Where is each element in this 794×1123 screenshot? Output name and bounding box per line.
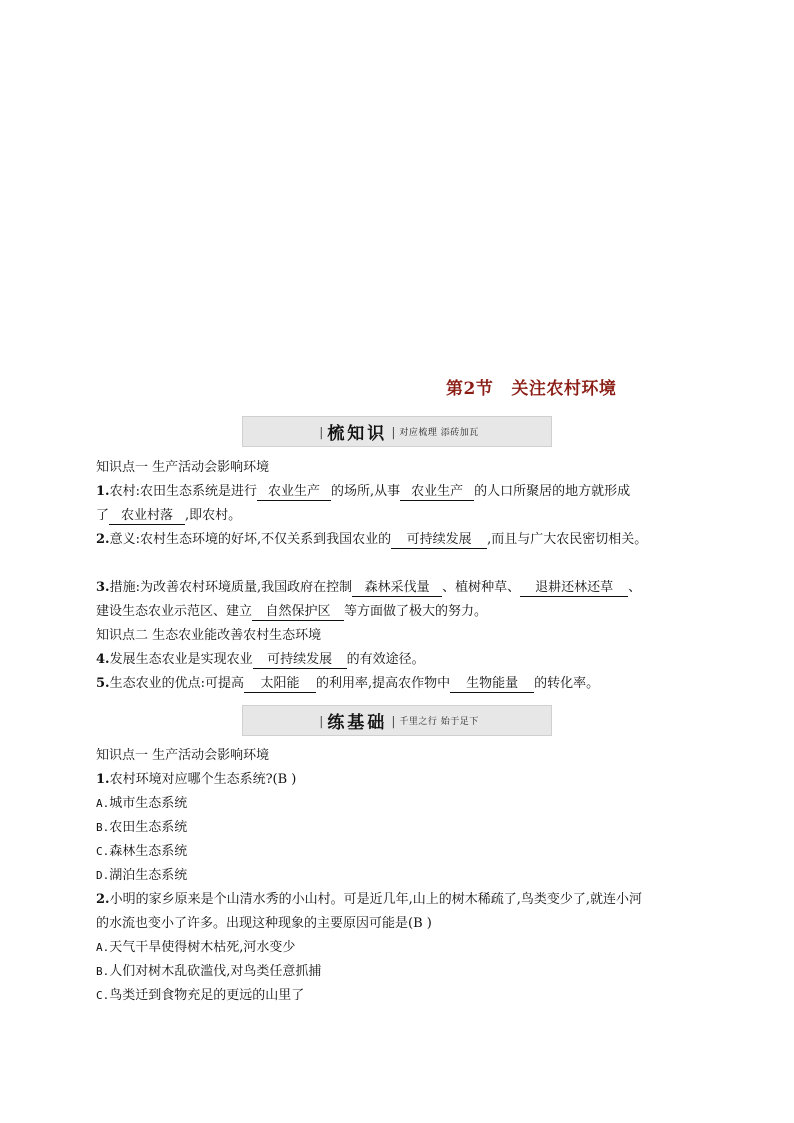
item-text: 措施:为改善农村环境质量,我国政府在控制: [109, 580, 353, 595]
option-letter: C.: [96, 845, 110, 858]
option-text: 森林生态系统: [109, 844, 188, 859]
answer-blank: 退耕还林还草: [520, 579, 628, 597]
option-letter: B.: [96, 965, 110, 978]
practice-point1-heading: 知识点一 生产活动会影响环境: [96, 748, 270, 763]
item-number: 4.: [96, 652, 110, 667]
knowledge-item-1: [96, 482, 706, 502]
option-text: 城市生态系统: [109, 796, 188, 811]
option-text: 农田生态系统: [109, 820, 188, 835]
practice-banner-title: 练基础: [327, 713, 388, 733]
item-text: 建设生态农业示范区、建立: [96, 604, 253, 619]
knowledge-banner-subtitle: 对应梳理 添砖加瓦: [399, 428, 479, 438]
banner-divider: |: [319, 424, 324, 439]
knowledge-item-2: [96, 530, 706, 550]
question-2-option: [96, 938, 706, 958]
item-number: 1.: [96, 484, 110, 499]
practice-banner-subtitle: 千里之行 始于足下: [399, 717, 479, 727]
answer-blank: 太阳能: [244, 675, 316, 693]
knowledge-item-3-cont: [96, 602, 706, 622]
option-text: 天气干旱使得树木枯死,河水变少: [109, 940, 296, 955]
question-2-stem-cont: 的水流也变小了许多。出现这种现象的主要原因可能是(B ): [96, 916, 432, 931]
item-text: 的利用率,提高农作物中: [315, 676, 451, 691]
practice-banner: [242, 705, 552, 736]
question-number: 2.: [96, 892, 110, 907]
knowledge-point2-heading: 知识点二 生态农业能改善农村生态环境: [96, 628, 322, 643]
answer-blank: 农业生产: [400, 483, 474, 501]
option-text: 湖泊生态系统: [109, 868, 188, 883]
answer-blank: 可持续发展: [253, 651, 347, 669]
knowledge-item-4: [96, 650, 706, 670]
item-text: 发展生态农业是实现农业: [109, 652, 253, 667]
question-2-option: [96, 986, 706, 1006]
banner-divider: |: [319, 713, 324, 728]
option-text: 人们对树木乱砍滥伐,对鸟类任意抓捕: [109, 964, 322, 979]
knowledge-banner-title: 梳知识: [327, 424, 388, 444]
answer-blank: 自然保护区: [252, 603, 344, 621]
option-letter: D.: [96, 869, 110, 882]
option-letter: A.: [96, 797, 110, 810]
question-text: 农村环境对应哪个生态系统?(B ): [109, 772, 297, 787]
item-text: 生态农业的优点:可提高: [109, 676, 244, 691]
knowledge-item-3: [96, 578, 706, 598]
item-text: 的场所,从事: [330, 484, 401, 499]
answer-blank: 农业村落: [109, 507, 185, 525]
item-text: ,即农村。: [185, 508, 242, 523]
question-2-option: [96, 962, 706, 982]
question-1-option: [96, 794, 706, 814]
option-letter: A.: [96, 941, 110, 954]
section-name: 关注农村环境: [511, 379, 617, 399]
banner-divider: |: [391, 424, 396, 439]
option-letter: B.: [96, 821, 110, 834]
question-1-stem: [96, 770, 706, 790]
item-number: 2.: [96, 532, 110, 547]
item-text: 农村:农田生态系统是进行: [109, 484, 257, 499]
option-text: 鸟类迁到食物充足的更远的山里了: [109, 988, 305, 1003]
banner-divider: |: [391, 713, 396, 728]
answer-blank: 农业生产: [257, 483, 331, 501]
item-number: 3.: [96, 580, 110, 595]
question-2-stem: [96, 890, 706, 910]
option-letter: C.: [96, 989, 110, 1002]
item-text: ,而且与广大农民密切相关。: [487, 532, 648, 547]
item-text: 、植树种草、: [442, 580, 521, 595]
item-number: 5.: [96, 676, 110, 691]
question-1-option: [96, 818, 706, 838]
item-text: 的有效途径。: [346, 652, 425, 667]
answer-blank: 森林采伐量: [352, 579, 442, 597]
item-text: 等方面做了极大的努力。: [344, 604, 488, 619]
section-number: 第2节: [446, 379, 494, 399]
item-text: 意义:农村生态环境的好坏,不仅关系到我国农业的: [109, 532, 392, 547]
question-number: 1.: [96, 772, 110, 787]
knowledge-banner: [242, 416, 552, 447]
question-1-option: [96, 866, 706, 886]
item-text: 了: [96, 508, 110, 523]
question-text: 小明的家乡原来是个山清水秀的小山村。可是近几年,山上的树木稀疏了,鸟类变少了,就连小河: [109, 892, 642, 907]
answer-blank: 可持续发展: [391, 531, 487, 549]
section-title: [446, 374, 616, 399]
knowledge-item-5: [96, 674, 706, 694]
knowledge-point1-heading: 知识点一 生产活动会影响环境: [96, 460, 270, 475]
knowledge-item-1-cont: [96, 506, 706, 526]
answer-blank: 生物能量: [450, 675, 534, 693]
item-text: 、: [628, 580, 642, 595]
item-text: 的转化率。: [534, 676, 600, 691]
item-text: 的人口所聚居的地方就形成: [474, 484, 631, 499]
question-1-option: [96, 842, 706, 862]
